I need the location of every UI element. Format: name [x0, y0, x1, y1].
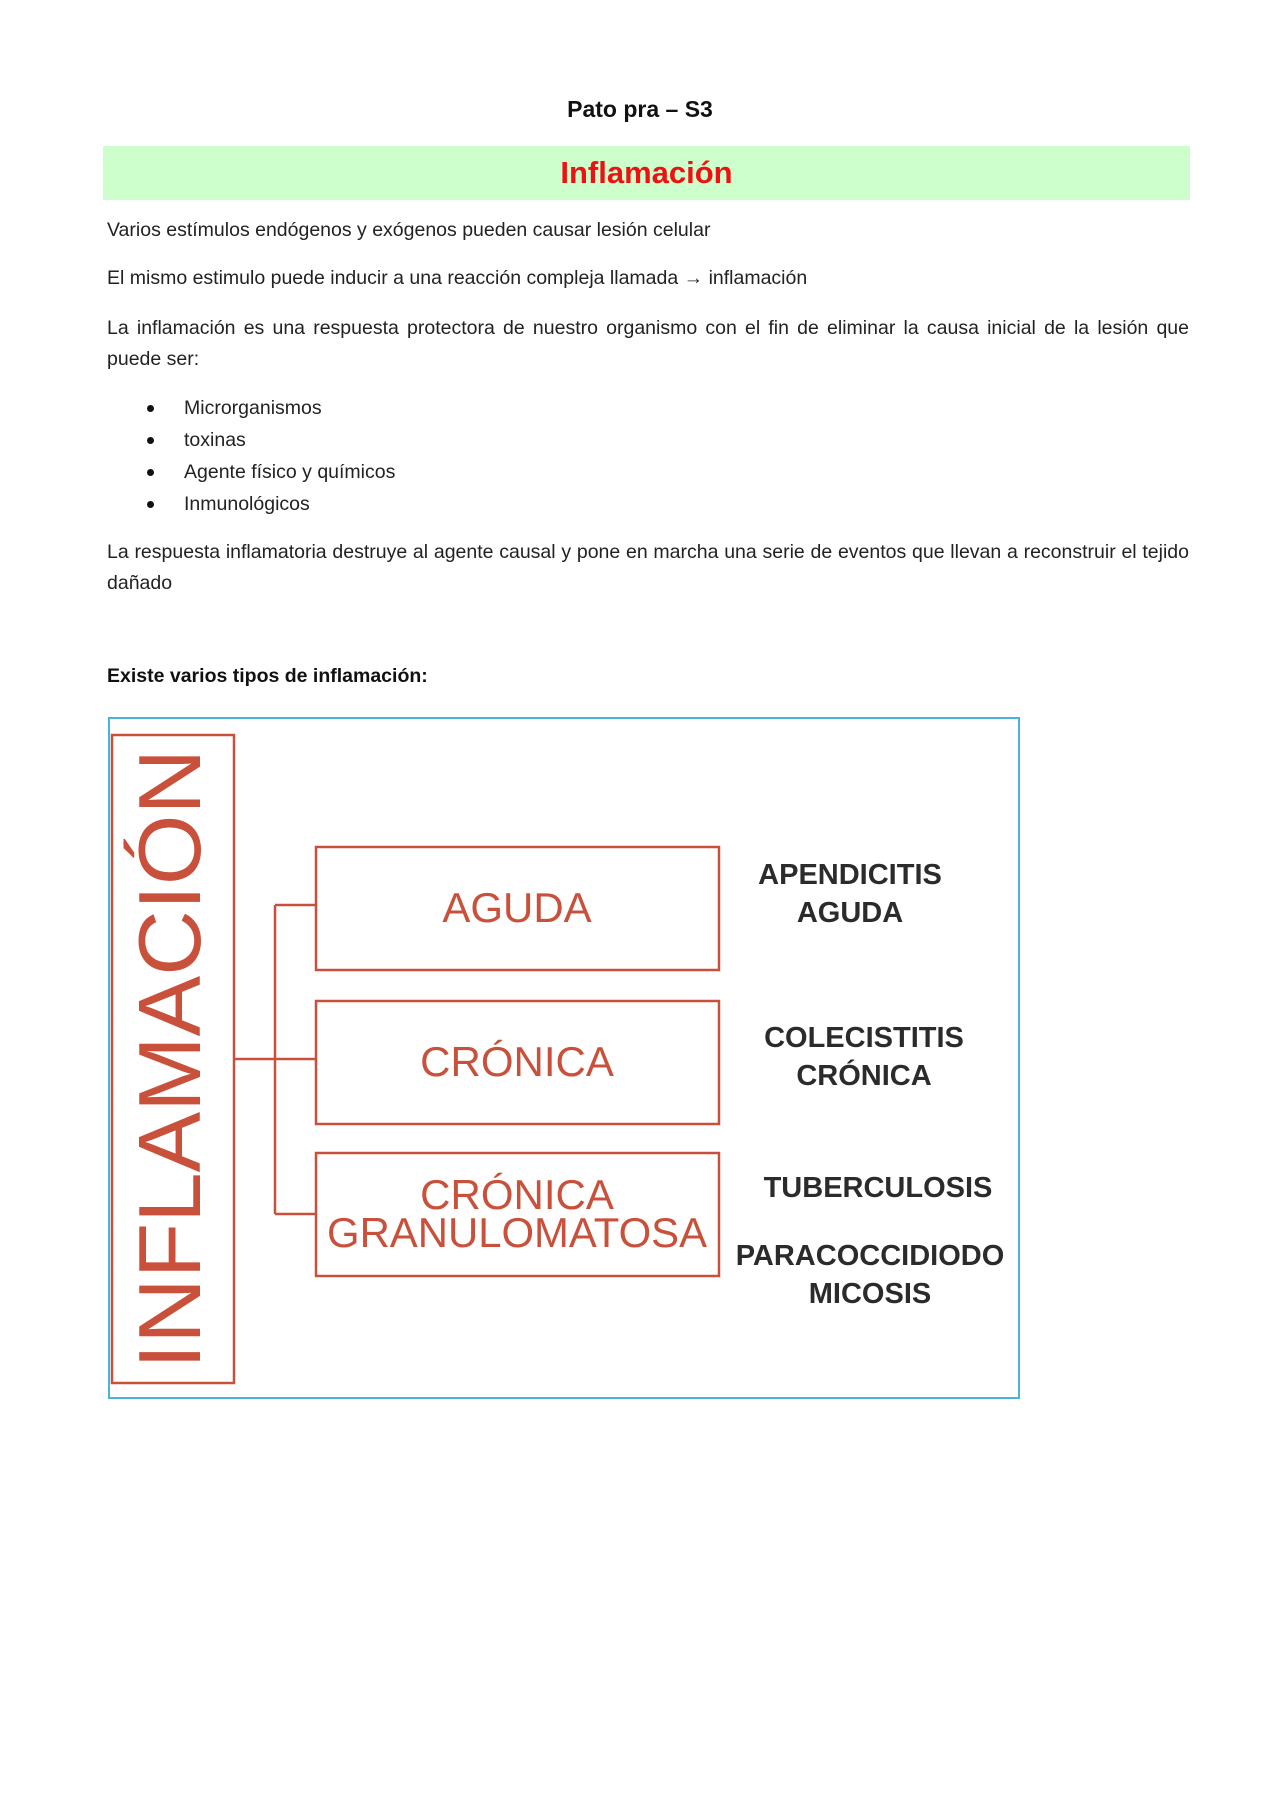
example-label: TUBERCULOSIS	[763, 1172, 993, 1204]
example-label: COLECISTITIS	[764, 1022, 964, 1054]
list-item-label: Agente físico y químicos	[184, 461, 396, 483]
list-item-label: toxinas	[184, 429, 246, 451]
root-label: INFLAMACIÓN	[120, 767, 219, 1369]
bullet-icon	[147, 469, 154, 476]
intro-paragraph-3: La inflamación es una respuesta protectora de nuestro organismo con el fin de eliminar la causa inicial de la lesión que puede ser:	[107, 317, 1189, 370]
type-label-line2: GRANULOMATOSA	[327, 1209, 707, 1256]
section-heading-bar	[103, 146, 1190, 200]
list-item	[107, 392, 707, 424]
connector-lines	[234, 905, 316, 1214]
types-heading: Existe varios tipos de inflamación:	[107, 665, 428, 687]
bullet-icon	[147, 501, 154, 508]
bullet-icon	[147, 405, 154, 412]
intro-paragraph-1: Varios estímulos endógenos y exógenos pueden causar lesión celular	[107, 219, 711, 241]
causes-list	[107, 392, 707, 520]
section-title: Inflamación	[560, 155, 733, 190]
intro-paragraph-2	[107, 263, 1189, 294]
example-label: CRÓNICA	[796, 1060, 932, 1092]
response-paragraph: La respuesta inflamatoria destruye al agente causal y pone en marcha una serie de eventos que llevan a reconstruir el tejido dañado	[107, 541, 1189, 594]
intro-paragraph-2-end: inflamación	[708, 267, 808, 289]
type-label: AGUDA	[442, 884, 592, 931]
arrow-right-icon: →	[683, 267, 704, 289]
list-item	[107, 424, 707, 456]
type-label: CRÓNICA	[420, 1171, 614, 1218]
intro-paragraph-2-text: El mismo estimulo puede inducir a una reacción compleja llamada	[107, 267, 679, 289]
list-item-label: Inmunológicos	[184, 493, 310, 515]
list-item	[107, 488, 707, 520]
inflammation-types-diagram	[108, 717, 1020, 1399]
example-label: PARACOCCIDIODO	[735, 1240, 1005, 1272]
list-item-label: Microrganismos	[184, 397, 322, 419]
type-label: CRÓNICA	[420, 1038, 614, 1085]
bullet-icon	[147, 437, 154, 444]
example-label: MICOSIS	[808, 1278, 932, 1310]
document-title: Pato pra – S3	[567, 96, 713, 122]
list-item	[107, 456, 707, 488]
example-label: AGUDA	[796, 897, 904, 929]
example-label: APENDICITIS	[758, 859, 942, 891]
diagram-svg	[110, 719, 1022, 1401]
